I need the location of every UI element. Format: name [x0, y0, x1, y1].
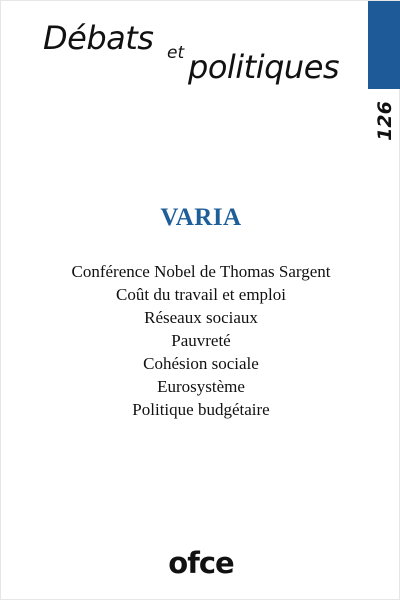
ofce-logo: ofce — [168, 546, 234, 580]
topic-item: Réseaux sociaux — [144, 308, 258, 327]
journal-title — [43, 19, 343, 119]
topic-item: Eurosystème — [157, 377, 245, 396]
issue-number-text: 126 — [373, 101, 396, 141]
topic-item: Pauvreté — [171, 331, 231, 350]
topic-item: Cohésion sociale — [143, 354, 259, 373]
blue-accent-band — [368, 1, 400, 89]
topic-list — [1, 260, 400, 421]
title-connector-et: et — [167, 43, 185, 63]
section-heading: VARIA — [160, 204, 242, 231]
issue-number — [368, 89, 400, 153]
topic-item: Conférence Nobel de Thomas Sargent — [71, 262, 331, 281]
title-part-debats: Débats — [43, 19, 154, 57]
topic-item: Coût du travail et emploi — [116, 285, 286, 304]
title-part-politiques: politiques — [188, 48, 340, 86]
topic-item: Politique budgétaire — [132, 400, 270, 419]
